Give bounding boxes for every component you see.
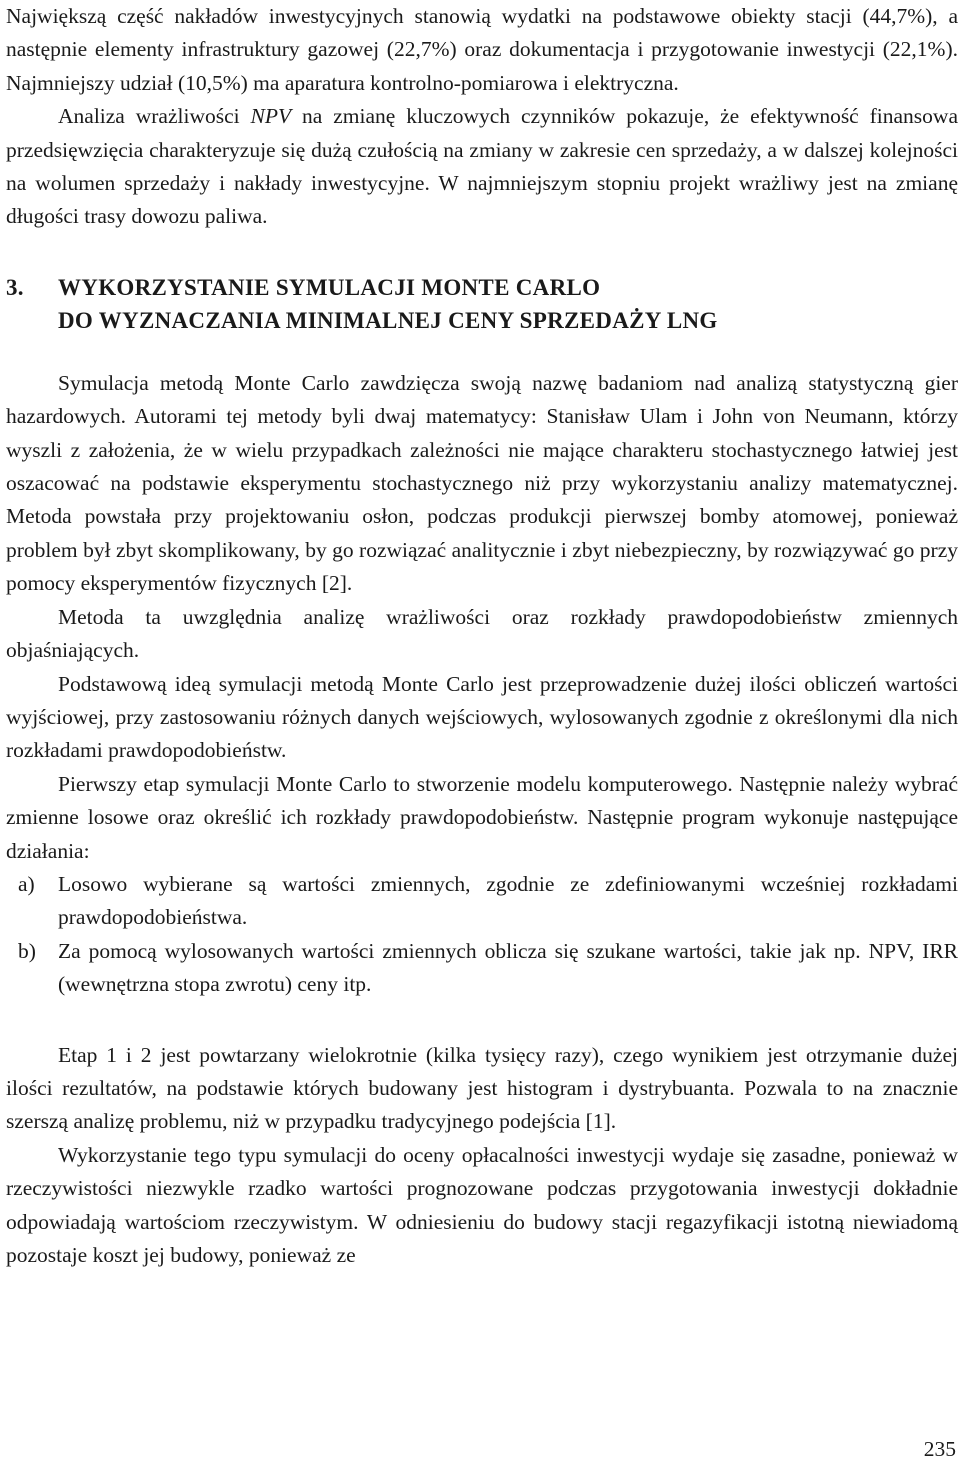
paragraph-repetition: Etap 1 i 2 jest powtarzany wielokrotnie (kilka tysięcy razy), czego wynikiem jest otrzymanie dużej ilości rezultatów, na podstawie których budowany jest histogram i dystrybuanta. Pozwala to na znacznie szerszą analizę problemu, niż w przypadku tradycyjnego podejścia [1]. [6,1042,958,1134]
paragraph-investment-costs: Największą część nakładów inwestycyjnych stanowią wydatki na podstawowe obiekty stacji (44,7%), a następnie elementy infrastruktury gazowej (22,7%) oraz dokumentacja i przygotowanie inwestycji (22,1%). Najmniejszy udział (10,5%) ma aparatura kontrolno-pomiarowa i elektryczna. [6,4,958,95]
section-title-line-2: DO WYZNACZANIA MINIMALNEJ CENY SPRZEDAŻY LNG [58,307,718,333]
list-text: Losowo wybierane są wartości zmiennych, zgodnie ze zdefiniowanymi wcześniej rozkładami prawdopodobieństwa. [58,871,958,930]
section-number: 3. [6,274,24,300]
section-title-line-1: WYKORZYSTANIE SYMULACJI MONTE CARLO [58,274,601,300]
spacer [6,1002,958,1039]
list-text: Za pomocą wylosowanych wartości zmiennych oblicza się szukane wartości, takie jak np. NPV, IRR (wewnętrzna stopa zwrotu) ceny itp. [58,938,958,997]
steps-list [6,868,958,1002]
section-heading [6,271,958,337]
paragraph-first-stage: Pierwszy etap symulacji Monte Carlo to stworzenie modelu komputerowego. Następnie należy wybrać zmienne losowe oraz określić ich rozkłady prawdopodobieństw. Następnie program wykonuje następujące działania: [6,771,958,863]
npv-text-before: Analiza wrażliwości [58,104,251,129]
npv-italic: NPV [250,104,292,129]
page-number: 235 [923,1437,956,1461]
paragraph-monte-carlo-origin: Symulacja metodą Monte Carlo zawdzięcza swoją nazwę badaniom nad analizą statystyczną gier hazardowych. Autorami tej metody byli dwaj matematycy: Stanisław Ulam i John von Neumann, którzy wyszli z założenia, że w wielu przypadkach zależności nie mające charakteru stochastycznego łatwiej jest oszacować na podstawie eksperymentu stochastycznego niż przy wykorzystaniu analizy matematycznej. Metoda powstała przy projektowaniu osłon, podczas produkcji pierwszej bomby atomowej, ponieważ problem był zbyt skomplikowany, by go rozwiązać analitycznie i zbyt niebezpieczny, by rozwiązywać go przy pomocy eksperymentów fizycznych [2]. [6,370,958,596]
list-marker: b) [18,938,36,963]
paragraph-investment-assessment: Wykorzystanie tego typu symulacji do oceny opłacalności inwestycji wydaje się zasadne, ponieważ w rzeczywistości niezwykle rzadko wartości prognozowane podczas przygotowania inwestycji dokładnie odpowiadają wartościom rzeczywistym. W odniesieniu do budowy stacji regazyfikacji istotną niewiadomą pozostaje koszt jej budowy, ponieważ ze [6,1142,958,1267]
list-marker: a) [18,871,35,896]
paragraph-npv-sensitivity [6,100,958,234]
paragraph-basic-idea: Podstawową ideą symulacji metodą Monte Carlo jest przeprowadzenie dużej ilości obliczeń wartości wyjściowej, przy zastosowaniu różnych danych wejściowych, wylosowanych zgodnie z określonymi dla nich rozkładami prawdopodobieństw. [6,671,958,763]
paragraph-method-scope: Metoda ta uwzględnia analizę wrażliwości oraz rozkłady prawdopodobieństw zmiennych objaśniających. [6,604,958,663]
document-page [6,0,958,1272]
section-title [58,271,718,337]
npv-text-after: na zmianę kluczowych czynników pokazuje, że efektywność finansowa przedsięwzięcia charakteryzuje się dużą czułością na zmiany w zakresie cen sprzedaży, a w dalszej kolejności na wolumen sprzedaży i nakłady inwestycyjne. W najmniejszym stopniu projekt wrażliwy jest na zmianę długości trasy dowozu paliwa. [6,104,958,229]
list-item [6,868,958,935]
list-item [6,935,958,1002]
